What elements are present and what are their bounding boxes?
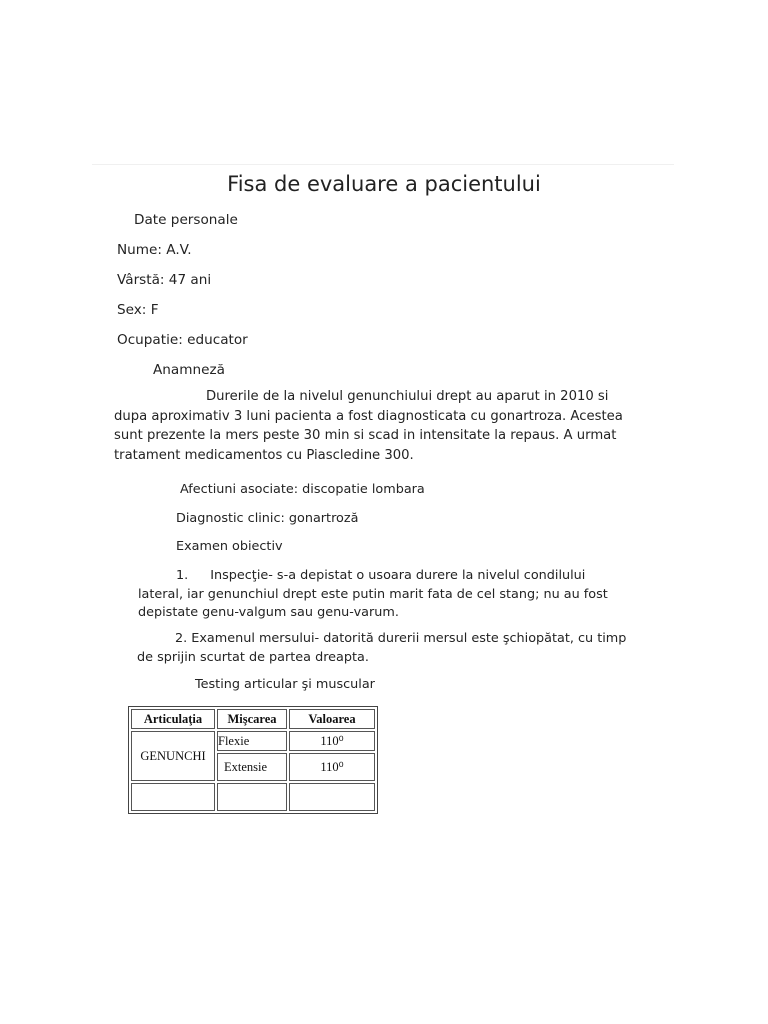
patient-age: Vârstă: 47 ani <box>117 272 212 288</box>
section-anamnesis: Anamneză <box>153 362 225 378</box>
anamnesis-paragraph <box>114 387 623 465</box>
table-header: Mişcarea <box>217 709 287 729</box>
paragraph-line: Durerile de la nivelul genunchiului drept au aparut in 2010 si <box>206 389 609 404</box>
table-cell-movement: Flexie <box>217 731 287 751</box>
list-number: 1. <box>176 568 189 583</box>
paragraph-line: de sprijin scurtat de partea dreapta. <box>137 649 369 665</box>
table-cell-empty <box>217 783 287 811</box>
patient-sex: Sex: F <box>117 302 159 318</box>
table-cell-movement: Extensie <box>217 753 287 781</box>
paragraph-line: tratament medicamentos cu Piascledine 300. <box>114 447 414 463</box>
patient-occupation: Ocupatie: educator <box>117 332 248 348</box>
table-header: Valoarea <box>289 709 375 729</box>
associated-conditions: Afectiuni asociate: discopatie lombara <box>180 482 425 497</box>
section-personal-data: Date personale <box>134 212 238 228</box>
table-cell-empty <box>289 783 375 811</box>
gait-exam-item <box>137 630 626 667</box>
paragraph-line: 2. Examenul mersului- datorită durerii mersul este şchiopătat, cu timp <box>175 631 627 646</box>
paragraph-line: dupa aproximativ 3 luni pacienta a fost diagnosticata cu gonartroza. Acestea <box>114 408 623 424</box>
testing-heading: Testing articular şi muscular <box>195 677 375 692</box>
clinical-diagnosis: Diagnostic clinic: gonartroză <box>176 511 359 526</box>
table-cell-joint: GENUNCHI <box>131 731 215 781</box>
patient-name: Nume: A.V. <box>117 242 192 258</box>
table-header: Articulaţia <box>131 709 215 729</box>
paragraph-line: depistate genu-valgum sau genu-varum. <box>138 605 399 620</box>
document-title: Fisa de evaluare a pacientului <box>227 172 541 196</box>
inspection-item <box>138 567 608 623</box>
table-cell-value: 110⁰ <box>289 753 375 781</box>
paragraph-line: sunt prezente la mers peste 30 min si scad in intensitate la repaus. A urmat <box>114 428 617 443</box>
table-cell-value: 110⁰ <box>289 731 375 751</box>
page-edge-line <box>92 164 674 165</box>
table-cell-empty <box>131 783 215 811</box>
section-objective-exam: Examen obiectiv <box>176 539 283 554</box>
joint-testing-table <box>128 706 378 814</box>
paragraph-line: lateral, iar genunchiul drept este putin marit fata de cel stang; nu au fost <box>138 586 608 602</box>
paragraph-line: 1. Inspecţie- s-a depistat o usoara durere la nivelul condilului <box>176 568 586 583</box>
